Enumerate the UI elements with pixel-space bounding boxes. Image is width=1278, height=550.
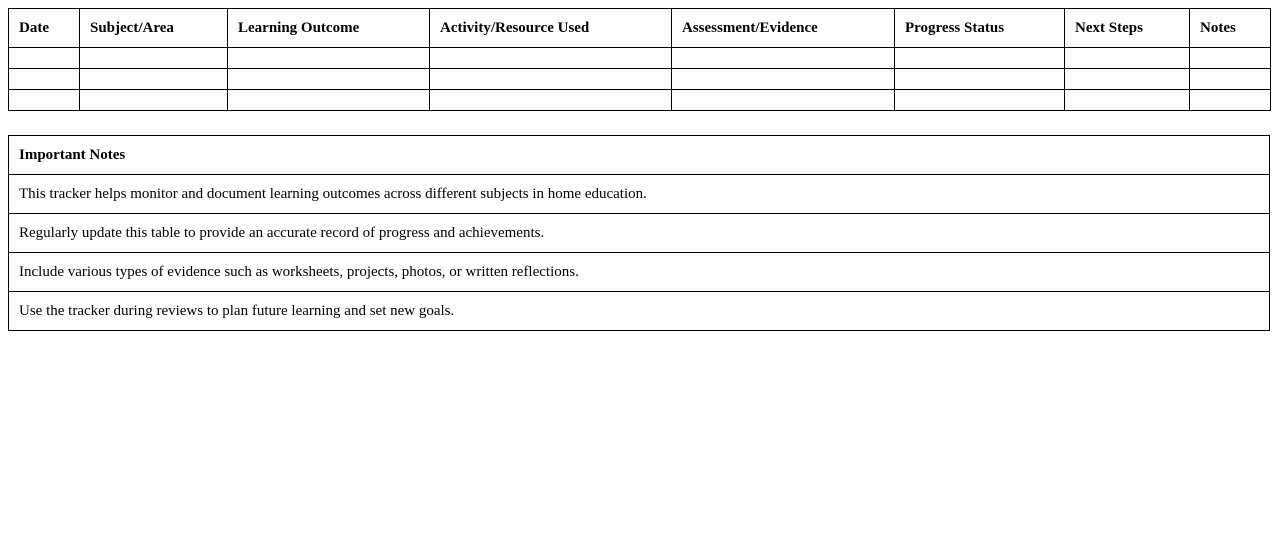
- table-cell[interactable]: [430, 90, 672, 111]
- table-row: [9, 69, 1271, 90]
- notes-row: [9, 253, 1270, 292]
- header-learning-outcome: Learning Outcome: [228, 9, 430, 48]
- table-cell[interactable]: [895, 69, 1065, 90]
- notes-heading: Important Notes: [9, 136, 1270, 175]
- note-item: Include various types of evidence such as worksheets, projects, photos, or written reflections.: [9, 253, 1270, 292]
- table-cell[interactable]: [9, 48, 80, 69]
- table-cell[interactable]: [672, 90, 895, 111]
- table-cell[interactable]: [228, 48, 430, 69]
- table-row: [9, 48, 1271, 69]
- table-cell[interactable]: [1190, 90, 1271, 111]
- learning-tracker-table: [8, 8, 1271, 111]
- table-cell[interactable]: [1065, 48, 1190, 69]
- tracker-header-row: [9, 9, 1271, 48]
- header-activity-resource: Activity/Resource Used: [430, 9, 672, 48]
- table-cell[interactable]: [1190, 69, 1271, 90]
- notes-header-row: [9, 136, 1270, 175]
- table-cell[interactable]: [80, 48, 228, 69]
- table-cell[interactable]: [1065, 90, 1190, 111]
- table-cell[interactable]: [672, 48, 895, 69]
- table-cell[interactable]: [80, 90, 228, 111]
- header-assessment-evidence: Assessment/Evidence: [672, 9, 895, 48]
- table-cell[interactable]: [895, 48, 1065, 69]
- header-notes: Notes: [1190, 9, 1271, 48]
- note-item: Regularly update this table to provide an accurate record of progress and achievements.: [9, 214, 1270, 253]
- table-cell[interactable]: [430, 69, 672, 90]
- table-cell[interactable]: [895, 90, 1065, 111]
- table-cell[interactable]: [9, 69, 80, 90]
- important-notes-table: [8, 135, 1270, 331]
- table-cell[interactable]: [80, 69, 228, 90]
- table-cell[interactable]: [672, 69, 895, 90]
- table-cell[interactable]: [1065, 69, 1190, 90]
- table-cell[interactable]: [228, 69, 430, 90]
- header-next-steps: Next Steps: [1065, 9, 1190, 48]
- notes-row: [9, 214, 1270, 253]
- table-cell[interactable]: [228, 90, 430, 111]
- note-item: Use the tracker during reviews to plan future learning and set new goals.: [9, 292, 1270, 331]
- table-cell[interactable]: [430, 48, 672, 69]
- table-row: [9, 90, 1271, 111]
- table-cell[interactable]: [1190, 48, 1271, 69]
- header-date: Date: [9, 9, 80, 48]
- note-item: This tracker helps monitor and document learning outcomes across different subjects in home education.: [9, 175, 1270, 214]
- header-progress-status: Progress Status: [895, 9, 1065, 48]
- notes-row: [9, 175, 1270, 214]
- table-cell[interactable]: [9, 90, 80, 111]
- notes-row: [9, 292, 1270, 331]
- header-subject-area: Subject/Area: [80, 9, 228, 48]
